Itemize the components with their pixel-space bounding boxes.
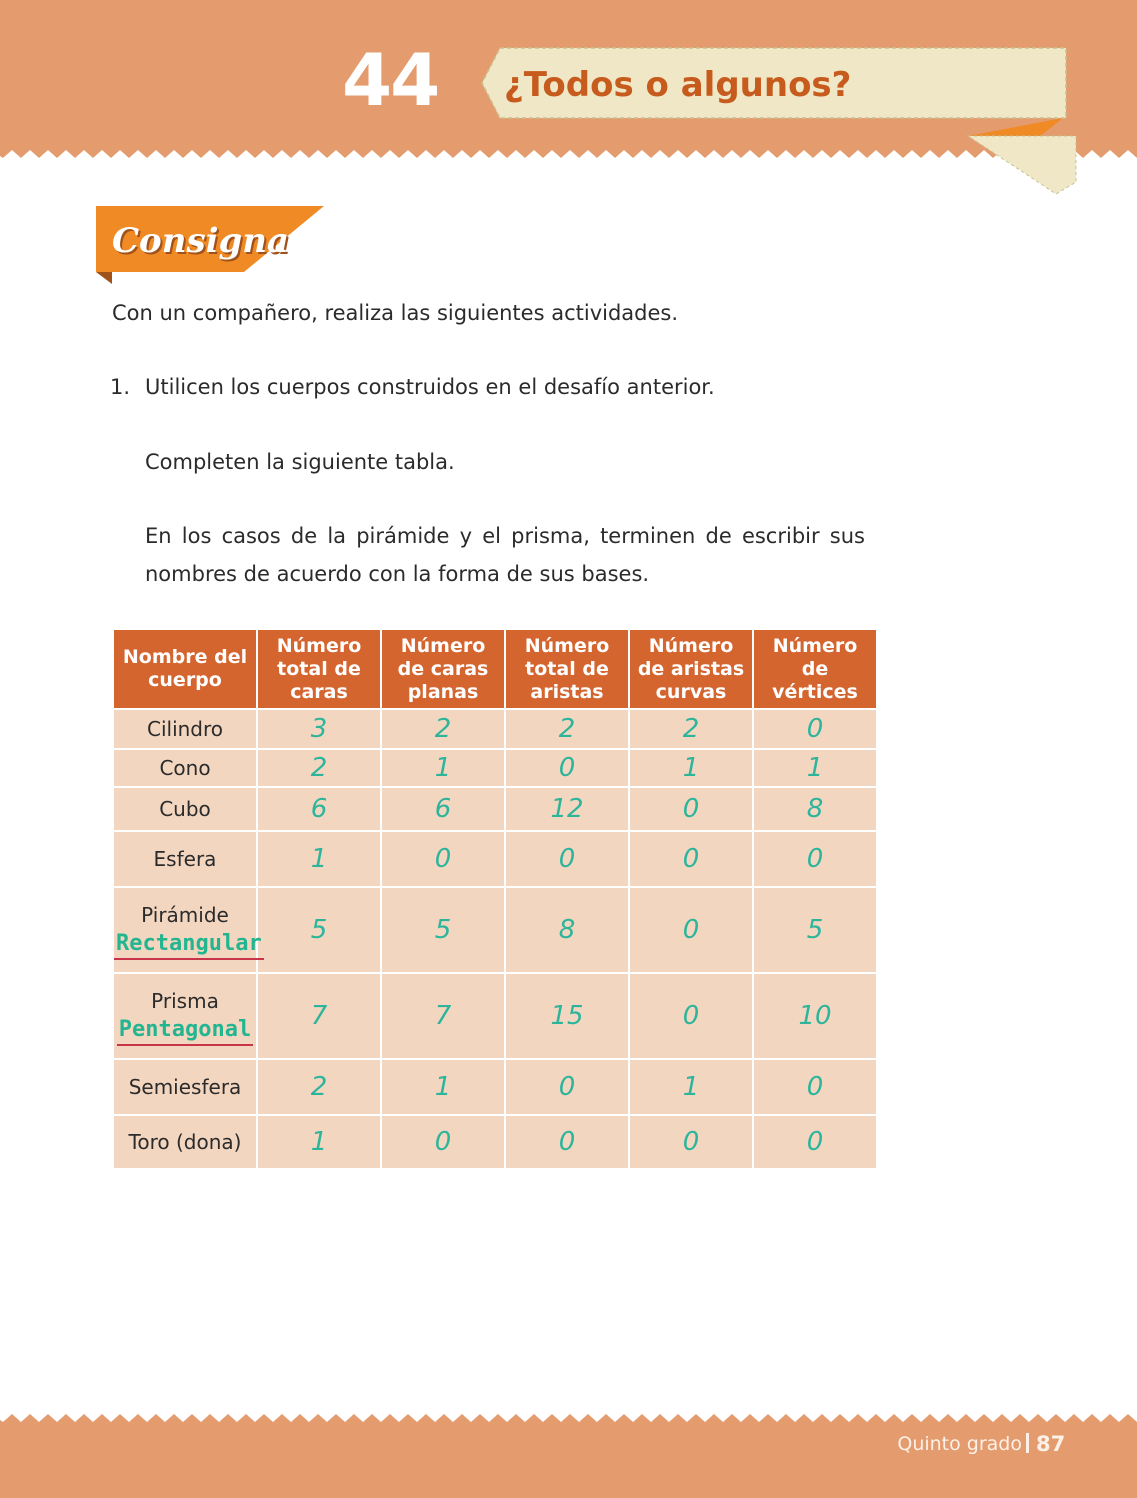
header-cell: Número de caras planas	[381, 629, 505, 709]
consigna-label: Consigna	[112, 221, 290, 261]
instructions-text: Con un compañero, realiza las siguientes actividades.	[112, 301, 679, 325]
value-cell: 10	[753, 973, 877, 1059]
header-cell: Número total de aristas	[505, 629, 629, 709]
consigna-tag-fold	[96, 272, 112, 284]
value-cell: 0	[505, 1059, 629, 1115]
value-cell: 0	[753, 1115, 877, 1169]
item-number: 1.	[110, 375, 131, 399]
value-cell: 2	[629, 709, 753, 749]
header-cell: Número de aristas curvas	[629, 629, 753, 709]
lesson-number: 44	[342, 38, 439, 122]
value-cell: 0	[381, 1115, 505, 1169]
solid-name-cell	[113, 973, 257, 1059]
value-cell: 1	[381, 749, 505, 787]
header-cell: Nombre del cuerpo	[113, 629, 257, 709]
solid-name: Esfera	[113, 831, 257, 887]
value-cell: 0	[753, 1059, 877, 1115]
value-cell: 0	[753, 831, 877, 887]
value-cell: 0	[505, 1115, 629, 1169]
value-cell: 2	[257, 749, 381, 787]
table-row	[113, 1115, 877, 1169]
table-row	[113, 831, 877, 887]
value-cell: 5	[257, 887, 381, 973]
value-cell: 3	[257, 709, 381, 749]
value-cell: 5	[381, 887, 505, 973]
value-cell: 8	[753, 787, 877, 831]
solids-table	[112, 628, 878, 1170]
value-cell: 1	[257, 831, 381, 887]
ribbon-tail	[968, 136, 1076, 194]
table-row	[113, 749, 877, 787]
solid-name: Cilindro	[113, 709, 257, 749]
solid-name: Cubo	[113, 787, 257, 831]
footer-divider	[1026, 1433, 1029, 1453]
header-cell: Número total de caras	[257, 629, 381, 709]
value-cell: 7	[257, 973, 381, 1059]
value-cell: 5	[753, 887, 877, 973]
value-cell: 0	[629, 831, 753, 887]
value-cell: 12	[505, 787, 629, 831]
value-cell: 1	[629, 749, 753, 787]
table-row	[113, 709, 877, 749]
value-cell: 0	[629, 787, 753, 831]
table-header-row	[113, 629, 877, 709]
header-cell: Número de vértices	[753, 629, 877, 709]
value-cell: 6	[257, 787, 381, 831]
value-cell: 0	[381, 831, 505, 887]
handwritten-base-name: Rectangular	[114, 930, 264, 960]
table-row	[113, 1059, 877, 1115]
value-cell: 0	[505, 749, 629, 787]
value-cell: 1	[753, 749, 877, 787]
solid-name: Prisma	[151, 988, 219, 1013]
value-cell: 0	[753, 709, 877, 749]
value-cell: 1	[381, 1059, 505, 1115]
handwritten-base-name: Pentagonal	[117, 1016, 253, 1046]
solid-name: Cono	[113, 749, 257, 787]
value-cell: 15	[505, 973, 629, 1059]
item-subtext-table: Completen la siguiente tabla.	[145, 450, 455, 474]
value-cell: 1	[257, 1115, 381, 1169]
value-cell: 7	[381, 973, 505, 1059]
solid-name: Semiesfera	[113, 1059, 257, 1115]
footer-grade-label: Quinto grado	[897, 1433, 1022, 1455]
value-cell: 0	[629, 887, 753, 973]
table-row	[113, 887, 877, 973]
solid-name: Pirámide	[141, 902, 229, 927]
value-cell: 2	[381, 709, 505, 749]
value-cell: 0	[629, 973, 753, 1059]
value-cell: 8	[505, 887, 629, 973]
solid-name-cell	[113, 887, 262, 973]
value-cell: 2	[257, 1059, 381, 1115]
value-cell: 0	[505, 831, 629, 887]
item-text: Utilicen los cuerpos construidos en el desafío anterior.	[145, 375, 715, 399]
page-number: 87	[1036, 1432, 1066, 1456]
lesson-title: ¿Todos o algunos?	[504, 65, 852, 105]
value-cell: 0	[629, 1115, 753, 1169]
value-cell: 1	[629, 1059, 753, 1115]
table-row	[113, 787, 877, 831]
ribbon-fold-orange	[968, 118, 1063, 138]
solid-name: Toro (dona)	[113, 1115, 257, 1169]
value-cell: 2	[505, 709, 629, 749]
table-row	[113, 973, 877, 1059]
value-cell: 6	[381, 787, 505, 831]
item-subtext-names: En los casos de la pirámide y el prisma, terminen de escribir sus nombres de acuerdo con la forma de sus bases.	[145, 524, 865, 586]
